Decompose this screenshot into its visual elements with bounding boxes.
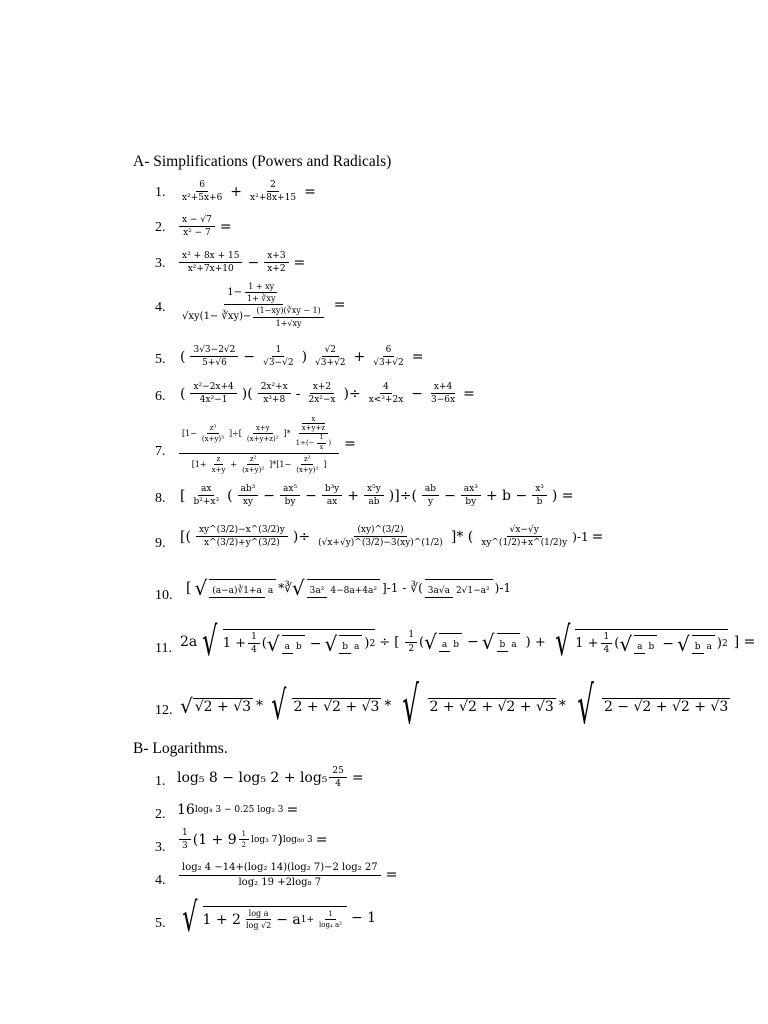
problem-number: 11. — [155, 641, 172, 656]
problem-number: 2. — [155, 807, 166, 822]
problem-number: 10. — [155, 588, 173, 603]
problem-number: 1. — [155, 185, 166, 200]
problem-number: 7. — [155, 444, 166, 459]
problem-number: 4. — [155, 300, 166, 315]
problem-number: 6. — [155, 389, 166, 404]
section-b-heading: B- Logarithms. — [133, 740, 228, 757]
document-page: A- Simplifications (Powers and Radicals) 1. $\frac{6}{\text{x²+5x+6}}$ + $\frac{2}{\text{x²+8x+15}}$ = 2. $\frac{x - √7}{\text{x² − 7}}$ = 3. $\frac{\text{x² + 8x + 15}}{\text{x²+7x+10}}$ − $\frac{x+3}{x+2}$ = 4. 1− $\frac{1 + xy}{1+ ∛xy}$ √xy(1− ∛xy)− $\frac{(1-xy)(∛xy - 1)}{1+√xy}$ = 5. ( $\frac{3√3-2√2}{5+√6}$ − $\frac{1}{√3-√2}$ ) $\frac{√2}{√3+√2}$ + $\frac{6}{√3+√2}$ = 6. ( $\frac{\text{x²−2x+4}}{\text{4x²−1}}$ )( $\frac{\text{2x²+x}}{\text{x³+8}}$ - $\frac{x+2}{\text{2x²−x}}$ )÷ $\frac{4}{\text{x<²+2x}}$ − $\frac{x+4}{3-6x}$ = 7. [1− $\frac{\text{z³}}{\text{(x+y)³}}$ ]÷[ $\frac{x+y}{\text{(x+y+z)²}}$ ]* x x+y+z 1÷(− $\frac{1}{x}$ ) [1+ $\frac{z}{x+y}$ + $\frac{\text{z²}}{\text{(x+y)²}}$ ]*[1− $\frac{\text{z²}}{\text{(x+y)²}}$ ] = 8. [ $\frac{ax}{\text{b²+x³}}$ ( $\frac{\text{ab³}}{xy}$ − $\frac{\text{ax⁵}}{by}$ − $\frac{\text{b³y}}{ax}$ + $\frac{\text{x⁵y}}{ab}$ )]÷( $\frac{ab}{y}$ − $\frac{\text{ax³}}{by}$ + b − $\frac{\text{x³}}{b}$ ) = 9. [( $\frac{xy\^{}(3/2)-x\^{}(3/2)y}{x\^{}(3/2)+y\^{}(3/2)}$ )÷ $\frac{(xy)\^{}(3/2)}{(√x+√y)\^{}(3/2)-3(xy)\^{}(1/2)}$ ]* ( $\frac{√x-√y}{xy\^{}(1/2)+x\^{}(1/2)y}$ )-1 = 10. [ √ (a−a)∛1+a a * ∛ √ 3a² 4−8a+4a² ]-1 - ∛( 3a√a 2√1−a² )-1 11. 2a √ 1 + $\frac{1}{4}$ ( √ a b − √ b a ) 2 ÷ [ $\frac{1}{2}$ ( √ a b − √ b a ) + √ 1 + $\frac{1}{4}$ ( √ a b − √ b a ) 2 ] = 12. √ √2 + √3 * √ 2 + √2 + √3 * √ 2 + √2 + √2 + √3 * √ 2 − √2 + √2 + √3 B- Logarithms. 1. log₅ 8 − log₅ 2 + log₅ $\frac{25}{4}$ = 2. 16 log₄ 3 − 0.25 log₂ 3 = 3. $\frac{1}{3}$ (1 + 9 $\frac{1}{2}$ log₃ 7 ) log₈₀ 3 = 4. $\frac{\text{log₂ 4 −14+(log₂ 14)(log₂ 7)−2 log₂ 27}}{\text{log₂ 19 +2log₈ 7}}$ = 5. √ 1 + 2 $\frac{\text{log a}}{\log √2}$ − a 1+ $\frac{1}{\text{log₄ a²}}$ − 1 — [133, 153, 756, 941]
section-a-heading: A- Simplifications (Powers and Radicals) — [133, 153, 392, 170]
problem-number: 2. — [155, 220, 166, 235]
problem-number: 3. — [155, 256, 166, 271]
problem-number: 12. — [155, 703, 173, 718]
problem-number: 5. — [155, 916, 166, 931]
problem-number: 1. — [155, 774, 166, 789]
problem-number: 3. — [155, 840, 166, 855]
problem-number: 4. — [155, 873, 166, 888]
problem-number: 8. — [155, 491, 166, 506]
problem-number: 5. — [155, 352, 166, 367]
problem-number: 9. — [155, 536, 166, 551]
